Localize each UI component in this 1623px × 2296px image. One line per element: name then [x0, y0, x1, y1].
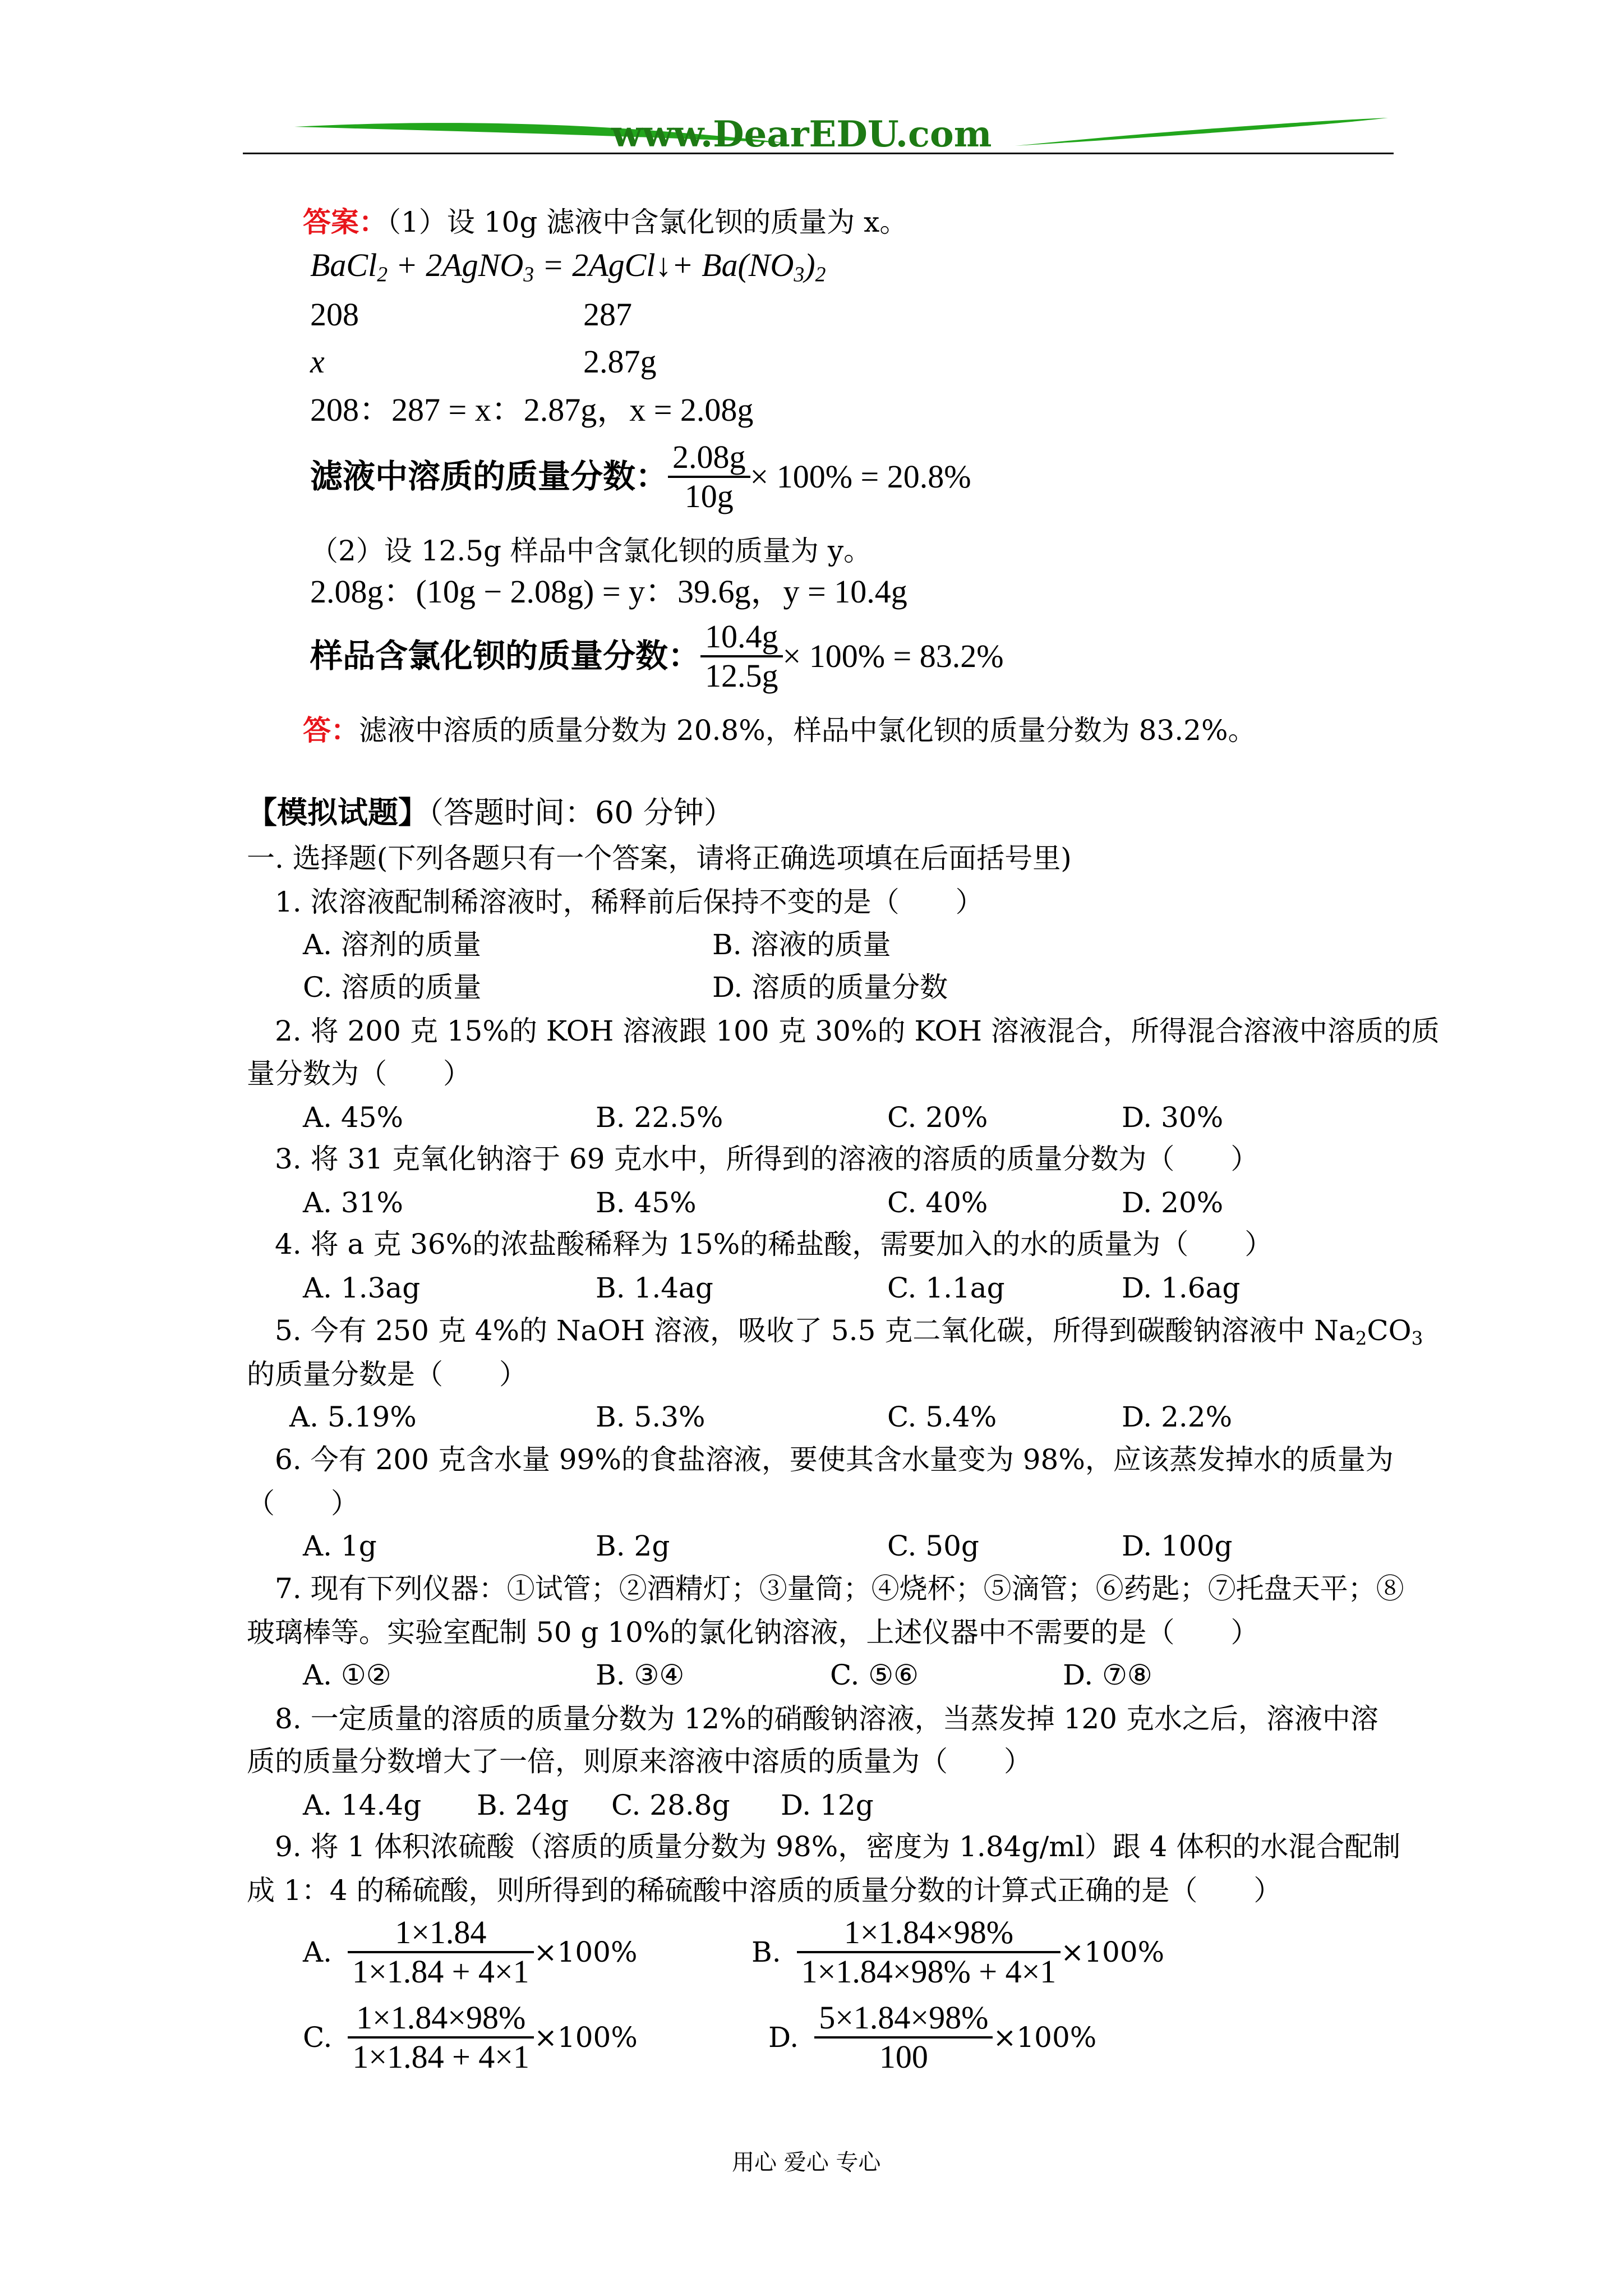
sample-fraction-line	[310, 618, 1004, 694]
question-1: 1. 浓溶液配制稀溶液时，稀释前后保持不变的是（ ）	[275, 886, 984, 918]
header-rule	[243, 153, 1394, 154]
q5-option-b[interactable]: B. 5.3%	[596, 1401, 706, 1433]
ratio-line-1: 208：287 = x：2.87g，x = 2.08g	[310, 392, 754, 428]
q9-option-c-fraction: $\frac{1\times 1.84\times 98\%}{1\times 1.84 + 4\times 1}$	[348, 1999, 534, 2076]
answer-intro-line	[303, 205, 907, 239]
q2-option-a[interactable]: A. 45%	[303, 1101, 404, 1134]
final-answer-label: 答：	[303, 714, 359, 747]
q6-option-a[interactable]: A. 1g	[303, 1530, 377, 1562]
q7-option-a[interactable]: A. ①②	[303, 1659, 391, 1691]
question-7-line-2: 玻璃棒等。实验室配制 50 g 10%的氯化钠溶液，上述仪器中不需要的是（ ）	[247, 1616, 1259, 1649]
q7-option-b[interactable]: B. ③④	[596, 1659, 685, 1691]
q8-option-b[interactable]: B. 24g	[477, 1789, 569, 1821]
question-6-line-1: 6. 今有 200 克含水量 99%的食盐溶液，要使其含水量变为 98%，应该蒸发掉水的质量为	[275, 1443, 1394, 1476]
filtrate-fraction-line	[310, 439, 971, 515]
q4-option-a[interactable]: A. 1.3ag	[303, 1272, 421, 1304]
answer-part2-intro: （2）设 12.5g 样品中含氯化钡的质量为 y。	[310, 535, 872, 567]
variable-x: x	[310, 343, 325, 380]
filtrate-fraction: $\frac{2.08g}{10g}$	[668, 439, 750, 515]
q4-option-b[interactable]: B. 1.4ag	[596, 1272, 713, 1304]
question-4: 4. 将 a 克 36%的浓盐酸稀释为 15%的稀盐酸，需要加入的水的质量为（ ）	[275, 1228, 1273, 1260]
q9-option-d-fraction: $\frac{5\times 1.84\times 98\%}{100}$	[814, 1999, 993, 2076]
section-title-line	[247, 794, 734, 831]
q1-option-c[interactable]: C. 溶质的质量	[303, 971, 482, 1004]
question-9-line-2: 成 1：4 的稀硫酸，则所得到的稀硫酸中溶质的质量分数的计算式正确的是（ ）	[247, 1874, 1282, 1907]
q9-option-a[interactable]: A. $\frac{1\times 1.84}{1\times 1.84 + 4\times 1}$ ×100%	[303, 1914, 638, 1990]
q2-option-c[interactable]: C. 20%	[887, 1101, 988, 1134]
molar-mass-208: 208	[310, 296, 359, 333]
question-7-line-1: 7. 现有下列仪器：①试管；②酒精灯；③量筒；④烧杯；⑤滴管；⑥药匙；⑦托盘天平；⑧	[275, 1572, 1404, 1605]
q8-option-d[interactable]: D. 12g	[781, 1789, 874, 1821]
site-logo-text: www.DearEDU.com	[611, 113, 992, 155]
header-banner	[241, 112, 1402, 163]
question-8-line-1: 8. 一定质量的溶质的质量分数为 12%的硝酸钠溶液，当蒸发掉 120 克水之后，溶液中溶	[275, 1703, 1378, 1735]
mass-agcl: 2.87g	[583, 343, 657, 380]
section-title: 【模拟试题】	[247, 794, 428, 830]
q2-option-d[interactable]: D. 30%	[1122, 1101, 1224, 1134]
q6-option-c[interactable]: C. 50g	[887, 1530, 979, 1562]
q1-option-b[interactable]: B. 溶液的质量	[712, 928, 891, 961]
q3-option-b[interactable]: B. 45%	[596, 1186, 697, 1219]
filtrate-fraction-label: 滤液中溶质的质量分数：	[310, 458, 668, 495]
final-answer-text: 滤液中溶质的质量分数为 20.8%，样品中氯化钡的质量分数为 83.2%。	[359, 714, 1256, 747]
question-2-line-2: 量分数为（ ）	[247, 1057, 471, 1090]
question-3: 3. 将 31 克氧化钠溶于 69 克水中，所得到的溶液的溶质的质量分数为（ ）	[275, 1143, 1259, 1175]
q3-option-c[interactable]: C. 40%	[887, 1186, 988, 1219]
q3-option-d[interactable]: D. 20%	[1122, 1186, 1224, 1219]
q4-option-d[interactable]: D. 1.6ag	[1122, 1272, 1241, 1304]
q1-option-a[interactable]: A. 溶剂的质量	[303, 928, 481, 961]
final-answer-line	[303, 714, 1256, 747]
question-9-line-1: 9. 将 1 体积浓硫酸（溶质的质量分数为 98%，密度为 1.84g/ml）跟 4 体积的水混合配制	[275, 1830, 1401, 1863]
part-title: 一. 选择题(下列各题只有一个答案，请将正确选项填在后面括号里)	[247, 842, 1072, 875]
filtrate-fraction-result: × 100% = 20.8%	[750, 458, 971, 495]
molar-mass-287: 287	[583, 296, 632, 333]
q9-option-b-fraction: $\frac{1\times 1.84\times 98\%}{1\times 1.84\times 98\% + 4\times 1}$	[797, 1914, 1061, 1990]
footer-text: 用心 爱心 专心	[732, 2150, 881, 2175]
q4-option-c[interactable]: C. 1.1ag	[887, 1272, 1005, 1304]
q9-option-c[interactable]: C. $\frac{1\times 1.84\times 98\%}{1\times 1.84 + 4\times 1}$ ×100%	[303, 1999, 638, 2075]
q9-option-d[interactable]: D. $\frac{5\times 1.84\times 98\%}{100}$ ×100%	[768, 1999, 1097, 2075]
q2-option-b[interactable]: B. 22.5%	[596, 1101, 723, 1134]
question-5-line-1: 5. 今有 250 克 4%的 NaOH 溶液，吸收了 5.5 克二氧化碳，所得到碳酸钠溶液中 $Na_2CO_3$	[275, 1314, 1423, 1350]
q5-option-d[interactable]: D. 2.2%	[1122, 1401, 1233, 1433]
q9-option-b[interactable]: B. $\frac{1\times 1.84\times 98\%}{1\times 1.84\times 98\% + 4\times 1}$ ×100%	[751, 1914, 1165, 1990]
q9-option-a-fraction: $\frac{1\times 1.84}{1\times 1.84 + 4\times 1}$	[348, 1914, 534, 1990]
section-time: （答题时间：60 分钟）	[428, 795, 734, 830]
sample-fraction-result: × 100% = 83.2%	[782, 638, 1004, 674]
sample-fraction-label: 样品含氯化钡的质量分数：	[310, 638, 701, 674]
q7-option-d[interactable]: D. ⑦⑧	[1063, 1659, 1152, 1691]
q8-option-c[interactable]: C. 28.8g	[611, 1789, 730, 1821]
question-5-line-2: 的质量分数是（ ）	[247, 1358, 527, 1391]
q5-option-c[interactable]: C. 5.4%	[887, 1401, 997, 1433]
q5-option-a[interactable]: A. 5.19%	[289, 1401, 417, 1433]
q3-option-a[interactable]: A. 31%	[303, 1186, 404, 1219]
answer-label: 答案：	[303, 205, 387, 238]
question-2-line-1: 2. 将 200 克 15%的 KOH 溶液跟 100 克 30%的 KOH 溶液混合，所得混合溶液中溶质的质	[275, 1015, 1440, 1047]
q7-option-c[interactable]: C. ⑤⑥	[830, 1659, 919, 1691]
q1-option-d[interactable]: D. 溶质的质量分数	[712, 971, 948, 1004]
question-6-line-2: （ ）	[247, 1487, 359, 1520]
question-8-line-2: 质的质量分数增大了一倍，则原来溶液中溶质的质量为（ ）	[247, 1745, 1032, 1778]
q8-option-a[interactable]: A. 14.4g	[303, 1789, 422, 1821]
chemical-equation: BaCl$_2$ + 2AgNO$_3$ = 2AgCl↓+ $Ba(NO_3)_2$	[310, 247, 826, 287]
q6-option-b[interactable]: B. 2g	[596, 1530, 670, 1562]
sample-fraction: $\frac{10.4g}{12.5g}$	[700, 618, 783, 694]
q6-option-d[interactable]: D. 100g	[1122, 1530, 1233, 1562]
answer-part1-intro: （1）设 10g 滤液中含氯化钡的质量为 x。	[387, 206, 908, 238]
ratio-line-2: 2.08g：(10g − 2.08g) = y：39.6g，y = 10.4g	[310, 573, 907, 610]
